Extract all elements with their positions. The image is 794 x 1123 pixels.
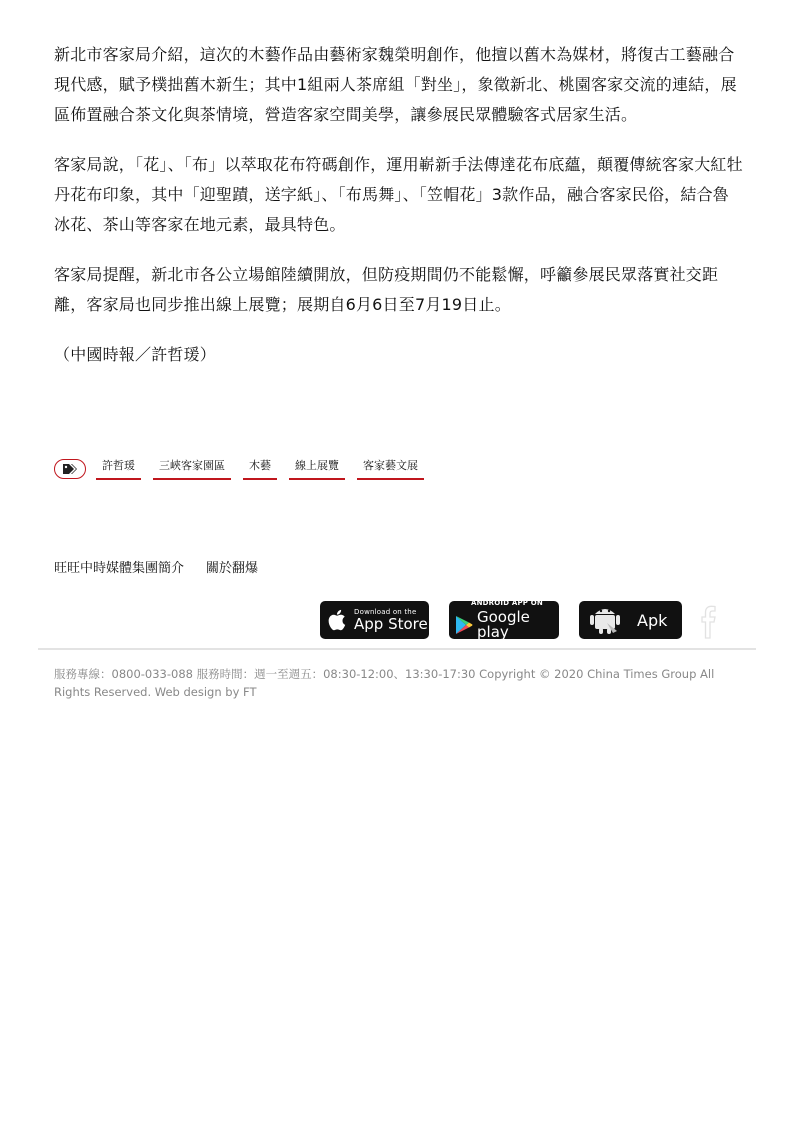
article-byline: （中國時報／許哲瑗） <box>54 345 217 364</box>
tag-link[interactable]: 線上展覽 <box>289 459 345 480</box>
google-play-button[interactable] <box>449 601 559 639</box>
article-paragraph: 客家局提醒，新北市各公立場館陸續開放，但防疫期間仍不能鬆懈，呼籲參展民眾落實社交距離，客家局也同步推出線上展覽；展期自6月6日至7月19日止。 <box>54 265 719 314</box>
tag-link[interactable]: 木藝 <box>243 459 277 480</box>
copyright-text: 服務專線：0800-033-088 服務時間：週一至週五：08:30-12:00、13:30-17:30 Copyright © 2020 China Times Group All Rights Reserved. Web design by FT <box>54 667 715 699</box>
tag-list <box>54 457 436 481</box>
article-paragraph: 客家局說，「花」、「布」以萃取花布符碼創作，運用嶄新手法傳達花布底蘊，顛覆傳統客家大紅牡丹花布印象，其中「迎聖蹟，送字紙」、「布馬舞」、「笠帽花」3款作品，融合客家民俗，結合魯冰花、茶山等客家在地元素，最具特色。 <box>54 155 743 234</box>
footer-links <box>54 557 280 576</box>
footer-divider <box>38 648 756 650</box>
app-store-label: App Store <box>354 614 428 633</box>
tag-link[interactable]: 客家藝文展 <box>357 459 424 480</box>
footer-link-about-site[interactable]: 關於翻爆 <box>206 561 259 576</box>
article-body <box>54 40 744 390</box>
app-badges <box>320 601 720 639</box>
facebook-icon[interactable] <box>698 601 720 639</box>
google-play-caption: ANDROID APP ON <box>470 599 543 607</box>
footer-link-about-group[interactable]: 旺旺中時媒體集團簡介 <box>54 561 185 576</box>
tag-icon <box>54 459 86 479</box>
apk-download-button[interactable] <box>579 601 682 639</box>
app-store-button[interactable] <box>320 601 429 639</box>
google-play-icon <box>455 615 473 635</box>
google-play-label: Google play <box>477 608 530 641</box>
app-store-caption: Download on the <box>354 607 417 616</box>
apk-label: Apk <box>637 611 668 630</box>
android-icon <box>587 605 623 635</box>
apple-icon <box>328 608 348 632</box>
tag-link[interactable]: 許哲瑗 <box>96 459 141 480</box>
tag-link[interactable]: 三峽客家園區 <box>153 459 231 480</box>
article-paragraph: 新北市客家局介紹，這次的木藝作品由藝術家魏榮明創作，他擅以舊木為媒材，將復古工藝融合現代感，賦予樸拙舊木新生；其中1組兩人茶席組「對坐」，象徵新北、桃園客家交流的連結，展區佈置融合茶文化與茶情境，營造客家空間美學，讓參展民眾體驗客式居家生活。 <box>54 45 737 124</box>
